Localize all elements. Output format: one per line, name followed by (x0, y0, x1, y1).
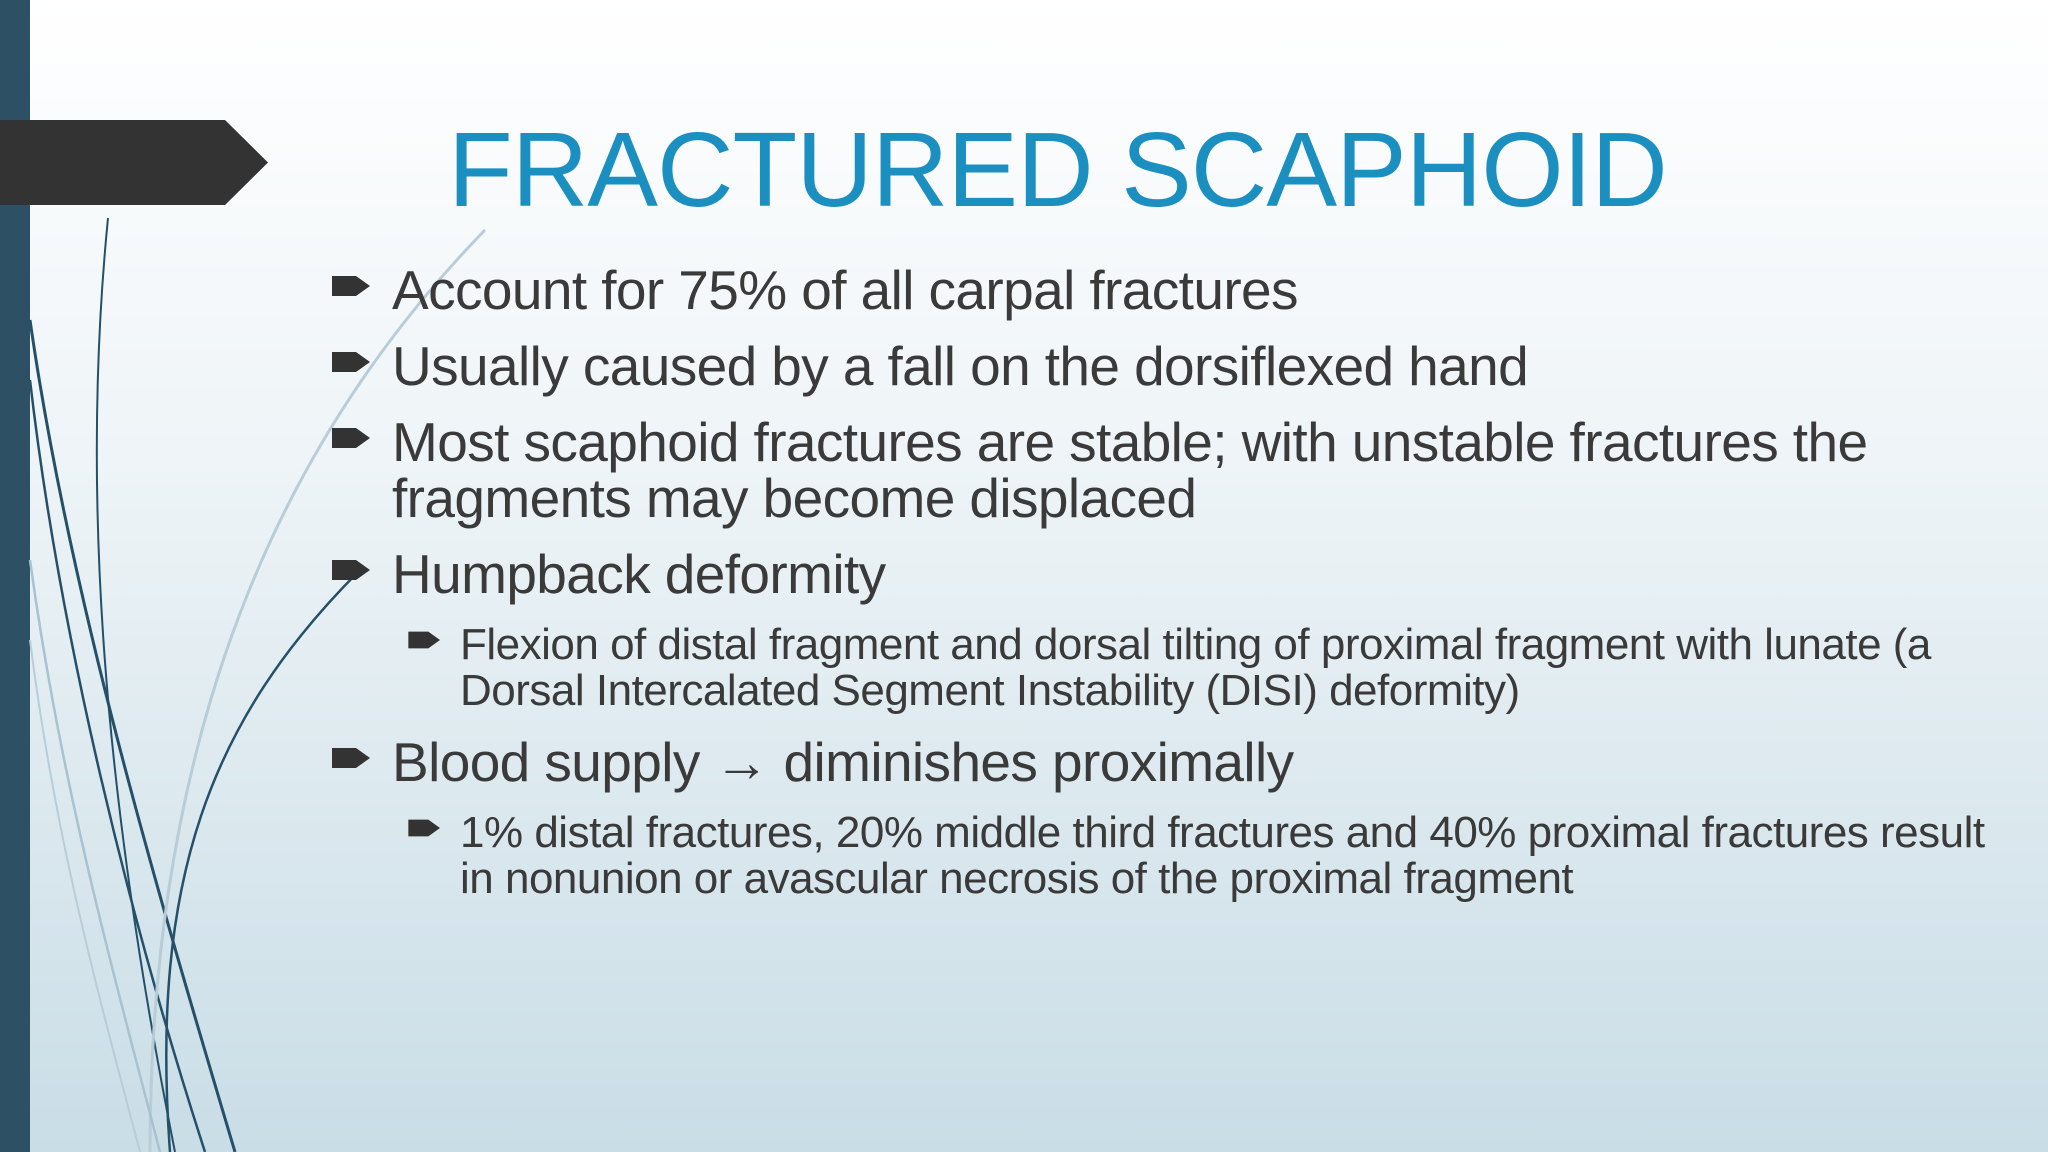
bullet-item (332, 259, 2012, 321)
bullet-item (332, 335, 2012, 397)
right-arrow-bullet-icon (332, 746, 372, 770)
sub-bullet-text: Flexion of distal fragment and dorsal tilting of proximal fragment with lunate (a Dorsal Intercalated Segment Instability (DISI) deformity) (460, 620, 1931, 715)
title-arrow-tab (0, 120, 268, 205)
right-arrow-bullet-icon (408, 818, 442, 838)
right-arrow-bullet-icon (408, 630, 442, 650)
slide-title: FRACTURED SCAPHOID (448, 111, 1667, 229)
bullet-text: Account for 75% of all carpal fractures (392, 259, 1298, 321)
sub-bullet-item (332, 810, 2012, 902)
bullet-text: Usually caused by a fall on the dorsiflexed hand (392, 335, 1529, 397)
sub-bullet-item (332, 622, 2012, 714)
right-arrow-bullet-icon (332, 558, 372, 582)
bullet-item (332, 731, 2012, 793)
right-arrow-bullet-icon (332, 426, 372, 450)
bullet-text: Humpback deformity (392, 543, 886, 605)
bullet-item (332, 411, 2012, 529)
bullet-list (332, 259, 2012, 922)
bullet-text: Blood supply → diminishes proximally (392, 731, 1294, 793)
sub-bullet-text: 1% distal fractures, 20% middle third fractures and 40% proximal fractures result in nonunion or avascular necrosis of the proximal fragment (460, 808, 1985, 903)
bullet-item (332, 543, 2012, 605)
right-arrow-bullet-icon (332, 350, 372, 374)
right-arrow-bullet-icon (332, 274, 372, 298)
bullet-text: Most scaphoid fractures are stable; with unstable fractures the fragments may become displaced (392, 411, 1868, 529)
